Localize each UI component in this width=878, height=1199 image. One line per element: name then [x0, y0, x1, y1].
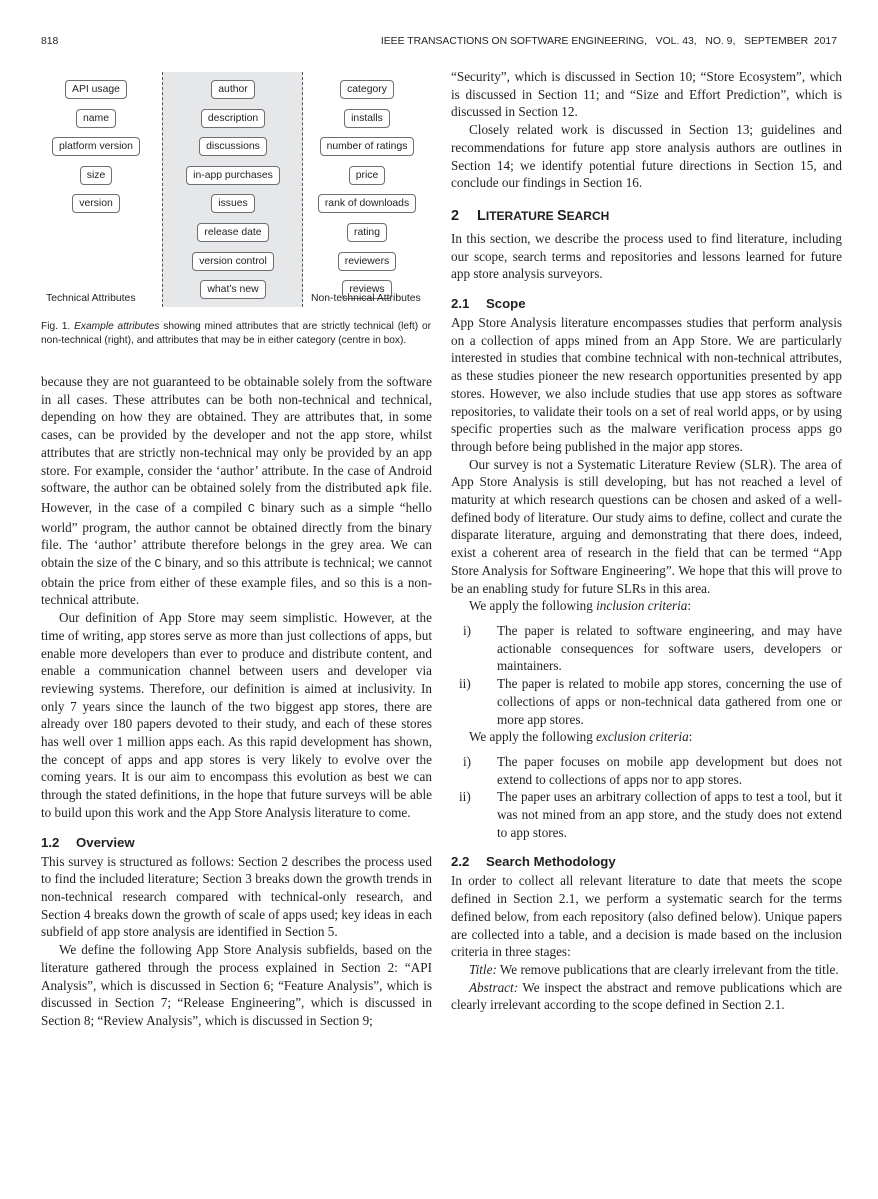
paragraph: Our definition of App Store may seem simplistic. However, at the time of writing, app stores serve as more than just collections of apps, but enable more developers than ever to produce and distribute content, and enable a communication channel between users and developer via reviewing systems. Therefore, our definition is aimed at inclusivity. In only 7 years since the launch of the two biggest app stores, there are already over 180 papers devoted to their study, and each of these stores has well over 1 million apps each. As this rapid development has shown, the concept of apps and app stores is very likely to evolve over the coming years. It is our aim to encompass this evolution as best we can through the stated definitions, in the hope that future surveys will be able to build upon this work and the App Store Analysis literature to come. [41, 610, 432, 820]
journal-citation: IEEE TRANSACTIONS ON SOFTWARE ENGINEERING, VOL. 43, NO. 9, SEPTEMBER 2017 [380, 36, 837, 47]
text: We remove publications that are clearly irrelevant from the title. [496, 961, 839, 977]
technical-attributes-column [41, 80, 151, 223]
section-title: Scope [486, 296, 526, 312]
text: because they are not guaranteed to be obtainable solely from the software in all cases. These attributes can be both non-technical and technical, depending on how they are obtained. They are attributes that, in some cases, can be provided by the developer and not the app store, whilst attributes that are strictly non-technical may only be provided by an app store. For example, consider the ‘author’ attribute. In the case of Android software, the author can be obtained solely from the distributed [41, 374, 432, 496]
text: binary, and so this attribute is technical; we cannot obtain the price from either of these example files, and so this is a non-technical attribute. [41, 555, 433, 608]
section-title: Overview [76, 834, 135, 850]
attribute-box: version [72, 194, 120, 213]
attribute-box: installs [344, 109, 390, 128]
code-c: C [247, 501, 255, 516]
emphasis: Abstract: [469, 979, 519, 995]
right-column [451, 68, 842, 1014]
caption-prefix: Fig. 1. [41, 321, 75, 332]
section-heading-1-2 [41, 834, 432, 851]
attribute-box: reviews [342, 280, 391, 299]
criterion-text: The paper uses an arbitrary collection of apps to test a tool, but it was not mined from an app store, and the study does not extend to app stores. [497, 789, 842, 840]
criterion-text: The paper is related to mobile app stores, concerning the use of collections of apps or non-technical data gathered from one or more app stores. [497, 676, 842, 727]
paragraph: Our survey is not a Systematic Literature Review (SLR). The area of App Store Analysis is still developing, but has not reached a level of maturity at which research questions can be chosen and asked of a well-defined body of literature. Our study aims to define, collect and curate the disparate literature, arguing and demonstrating that there does, indeed, exist a coherent area of research in the field that can be termed “App Store Analysis for Software Engineering”. We hope that this will prove to be an enabling study for future SLRs in this area. [451, 456, 842, 596]
attribute-box: release date [197, 223, 268, 242]
paragraph: “Security”, which is discussed in Section 10; “Store Ecosystem”, which is discussed in Section 11; and “Size and Effort Prediction”, which is discussed in Section 12. [451, 69, 842, 120]
attribute-box: author [211, 80, 254, 99]
exclusion-criterion [451, 753, 842, 788]
page-number: 818 [41, 36, 59, 47]
text: file. However, in the case of a compiled [41, 480, 432, 515]
attribute-box: rank of downloads [318, 194, 416, 213]
non-technical-attributes-label: Non-technical Attributes [311, 293, 421, 304]
attribute-box: API usage [65, 80, 127, 99]
technical-attributes-label: Technical Attributes [46, 293, 136, 304]
paragraph: This survey is structured as follows: Section 2 describes the process used to find the included literature; Section 3 breaks down the growth trends in non-technical research compared with technical-only research, and Section 4 breaks down the growth of scale of apps used; key ideas in each subfield of app store analysis are identified in Section 5. [41, 853, 432, 940]
criterion-text: The paper is related to software engineering, and may have actionable consequences for software users, developers or maintainers. [497, 622, 842, 674]
paragraph: In order to collect all relevant literature to date that meets the scope defined in Section 2.1, we perform a systematic search for the terms defined below, from each repository (also defined below). Unique papers are collected into a table, and a decision is made based on the inclusion criteria in three stages: [451, 873, 842, 960]
code-apk: apk [385, 482, 408, 497]
criterion-number: ii) [459, 789, 471, 805]
attribute-box: category [340, 80, 394, 99]
section-title: Search Methodology [486, 854, 616, 870]
attribute-box: platform version [52, 137, 140, 156]
attribute-box: name [76, 109, 116, 128]
attribute-box: in-app purchases [186, 166, 280, 185]
title-cap: L [477, 207, 486, 224]
paragraph: Closely related work is discussed in Section 13; guidelines and recommendations for future app store analysis authors are outlines in Section 14; we identify potential future directions in Section 15, and conclude our findings in Section 16. [451, 122, 842, 191]
text: binary such as a simple “hello world” program, the author cannot be obtained directly from the binary file. The ‘author’ attribute therefore belongs in the grey area. We can obtain the size of the [41, 499, 432, 571]
section-heading-2-1 [451, 295, 842, 312]
attribute-box: number of ratings [320, 137, 415, 156]
text: We apply the following [469, 729, 597, 745]
figure-1 [41, 70, 431, 310]
running-header [41, 36, 837, 50]
title-rest: ITERATURE [485, 208, 557, 223]
inclusion-criterion [451, 622, 842, 675]
paragraph: App Store Analysis literature encompasses studies that perform analysis on a collection of apps mined from an App Store. We are particularly interested in studies that combine technical with non-technical attributes, as these studies pioneer the new research opportunities presented by app stores. However, we also include studies that use app stores as software repositories, to validate their tools on a set of real world apps, or by using specific properties such as the malware verification process apps go through before being published in the major app stores. [451, 315, 842, 454]
paragraph [451, 961, 842, 979]
criterion-number: ii) [459, 676, 471, 692]
emphasis: Title: [469, 961, 497, 977]
non-technical-attributes-column [303, 80, 431, 309]
attribute-box: issues [211, 194, 254, 213]
attribute-box: discussions [199, 137, 267, 156]
inclusion-lead [451, 597, 842, 615]
attribute-box: description [201, 109, 265, 128]
section-number: 2.1 [451, 296, 470, 312]
caption-italic: Example attributes [74, 321, 160, 332]
attribute-box: price [349, 166, 386, 185]
exclusion-criterion [451, 788, 842, 841]
left-column [41, 373, 432, 1030]
figure-caption [41, 320, 431, 347]
criterion-number: i) [463, 753, 472, 769]
title-rest: EARCH [566, 208, 610, 223]
paragraph: We define the following App Store Analysis subfields, based on the literature gathered through the process explained in Section 2: “API Analysis”, which is discussed in Section 6; “Feature Analysis”, which is discussed in Section 7; “Release Engineering”, which is discussed in Section 8; “Review Analysis”, which is discussed in Section 9; [41, 942, 432, 1028]
attribute-box: version control [192, 252, 274, 271]
section-number: 2 [451, 207, 460, 224]
attribute-box: rating [347, 223, 387, 242]
text: : [688, 729, 693, 745]
section-number: 2.2 [451, 854, 470, 870]
attribute-box: reviewers [338, 252, 396, 271]
inclusion-criteria-list [451, 622, 842, 728]
either-attributes-column [162, 80, 304, 309]
code-c: C [154, 557, 162, 572]
section-heading-2-2 [451, 853, 842, 870]
criterion-number: i) [463, 622, 472, 638]
exclusion-lead [451, 728, 842, 746]
exclusion-criteria-list [451, 753, 842, 842]
section-number: 1.2 [41, 834, 60, 850]
title-cap: S [556, 207, 567, 224]
text: We apply the following [469, 598, 597, 614]
attribute-box: what’s new [200, 280, 265, 299]
attribute-box: size [80, 166, 112, 185]
text: : [687, 598, 692, 614]
section-heading-2 [451, 207, 842, 225]
paragraph [41, 373, 432, 609]
paragraph [451, 979, 842, 1014]
inclusion-criterion [451, 675, 842, 728]
paragraph: In this section, we describe the process used to find literature, including our scope, search terms and repositories and lessons learned for future app store analysis surveyors. [451, 230, 842, 282]
emphasis: exclusion criteria [596, 729, 689, 745]
text: We inspect the abstract and remove publications which are clearly irrelevant according to the scope defined in Section 2.1. [451, 979, 842, 1013]
caption-text: showing mined attributes that are strictly technical (left) or non-technical (right), and attributes that may be in either category (centre in box). [41, 321, 432, 346]
criterion-text: The paper focuses on mobile app development but does not extend to collections of apps nor to app stores. [497, 753, 842, 787]
emphasis: inclusion criteria [596, 598, 688, 614]
